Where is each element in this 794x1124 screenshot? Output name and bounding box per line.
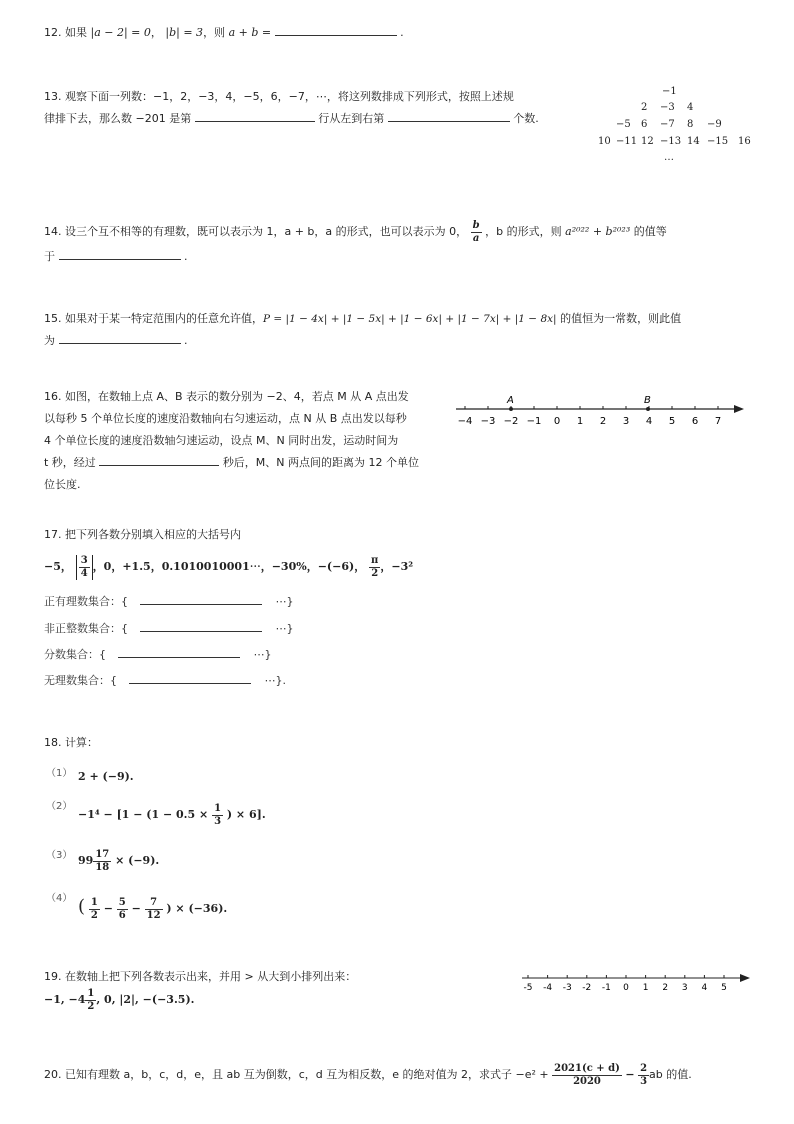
q15-line2a: 为 — [44, 334, 55, 347]
axis-tick-label: 0 — [623, 983, 629, 993]
axis-tick-label: 0 — [553, 416, 561, 427]
question-20 — [44, 1058, 692, 1092]
set-blank[interactable] — [118, 647, 240, 658]
triangle-cell: −1 — [662, 86, 677, 97]
point-b-label: B — [644, 395, 651, 406]
q14-fraction — [471, 220, 482, 245]
q16-line3: 4 个单位长度的速度沿数轴匀速运动，设点 M、N 同时出发，运动时间为 — [44, 434, 399, 447]
question-18-title: 18. 计算： — [44, 736, 98, 749]
set-blank[interactable] — [140, 621, 262, 632]
axis-tick-label: -5 — [523, 983, 533, 993]
point-a-label: A — [507, 395, 514, 406]
q14-text-c: 的值等 — [630, 225, 667, 238]
triangle-cell: −7 — [660, 119, 675, 130]
q13-line2a: 律排下去，那么数 −201 是第 — [44, 112, 192, 125]
q19-number-line — [518, 966, 758, 998]
q14-line2a: 于 — [44, 250, 55, 263]
expr-part: −1⁴ − [1 − (1 − 0.5 × — [78, 808, 209, 821]
q15-text-b: 的值恒为一常数，则此值 — [556, 312, 682, 325]
frac-den: 6 — [118, 909, 126, 921]
frac-num: 1 — [87, 987, 95, 999]
axis-tick-label: −4 — [457, 416, 473, 427]
expr-part: − — [103, 902, 113, 915]
q18-item-3-no: （3） — [46, 850, 73, 861]
expr-part: ) × (−36). — [166, 902, 228, 915]
frac-num: b — [472, 219, 480, 231]
q16-line4b: 秒后，M、N 两点间的距离为 12 个单位 — [222, 456, 420, 469]
q19-line1: 19. 在数轴上把下列各数表示出来，并用 > 从大到小排列出来： — [44, 970, 357, 983]
frac-num: 5 — [118, 896, 126, 908]
q16-line4a: t 秒，经过 — [44, 456, 96, 469]
q14-expr: a²⁰²² + b²⁰²³ — [565, 225, 631, 238]
axis-tick-label: 2 — [662, 983, 669, 993]
q12-number: 12. 如果 — [44, 26, 87, 39]
q15-text-a: 15. 如果对于某一特定范围内的任意允许值， — [44, 312, 263, 325]
q15-expr: P = |1 − 4x| + |1 − 5x| + |1 − 6x| + |1 − 7x| + |1 − 8x| — [263, 313, 557, 325]
axis-tick-label: -1 — [601, 983, 611, 993]
q16-number-line — [452, 390, 752, 432]
set-label: 分数集合：{ — [44, 648, 106, 661]
q13-position-blank[interactable] — [388, 111, 510, 122]
frac-den: a — [472, 232, 480, 244]
frac-num: 1 — [90, 896, 98, 908]
q16-line2: 以每秒 5 个单位长度的速度沿数轴向右匀速运动，点 N 从 B 点出发以每秒 — [44, 412, 407, 425]
frac-den: 18 — [95, 861, 110, 873]
triangle-cell: 2 — [641, 102, 648, 113]
frac-den: 2 — [371, 567, 379, 579]
axis-tick-label: 4 — [645, 416, 653, 427]
set-label: 无理数集合：{ — [44, 674, 117, 687]
q19-numbers — [44, 986, 194, 1014]
triangle-cell: 16 — [738, 136, 751, 147]
q16-answer-blank[interactable] — [99, 455, 219, 466]
frac-den: 12 — [146, 909, 161, 921]
set-end: ⋯} — [275, 622, 294, 635]
axis-tick-label: 1 — [642, 983, 649, 993]
frac-num: 1 — [214, 802, 222, 814]
expr-part: ( — [78, 896, 86, 917]
expr-part: −1, −4 — [44, 993, 86, 1006]
q20-text-c: ab 的值. — [649, 1068, 692, 1081]
q20-minus: − — [625, 1068, 635, 1081]
q17-nums-a: −5， — [44, 560, 72, 573]
axis-tick-label: 5 — [721, 983, 727, 993]
expr-part: , 0, |2|, −(−3.5). — [96, 993, 195, 1006]
question-14 — [44, 218, 744, 268]
set-fraction — [44, 646, 272, 662]
question-16 — [44, 386, 454, 496]
frac-num: 7 — [145, 897, 163, 910]
triangle-cell: 8 — [687, 119, 694, 130]
q13-line1: 13. 观察下面一列数：−1，2，−3，4，−5，6，−7，⋯，将这列数排成下列形式，按照上述规 — [44, 90, 514, 103]
frac-num: π — [371, 554, 379, 566]
point-b-dot — [646, 407, 650, 411]
q13-line2c: 个数. — [513, 112, 539, 125]
expr-part: ) × 6]. — [226, 808, 266, 821]
frac-den: 2 — [90, 909, 98, 921]
triangle-cell: 6 — [641, 119, 648, 130]
triangle-cell: −15 — [707, 136, 729, 147]
triangle-cell: −11 — [616, 136, 638, 147]
axis-tick-label: 5 — [668, 416, 676, 427]
q16-line5: 位长度. — [44, 478, 81, 491]
axis-tick-label: -3 — [562, 983, 572, 993]
axis-tick-label: −1 — [526, 416, 542, 427]
triangle-ellipsis: … — [664, 152, 674, 163]
set-positive-rational — [44, 593, 294, 609]
q15-answer-blank[interactable] — [59, 333, 181, 344]
set-end: ⋯}. — [264, 674, 286, 687]
set-end: ⋯} — [253, 648, 272, 661]
axis-arrow — [740, 974, 750, 982]
q12-sep: ， — [150, 26, 162, 39]
axis-tick-label: 1 — [576, 416, 584, 427]
frac-num: 3 — [80, 554, 88, 566]
q12-tail: . — [400, 26, 404, 39]
frac-num: 2 — [640, 1062, 648, 1074]
q12-mid: ，则 — [203, 26, 226, 39]
expr-part: − — [131, 902, 141, 915]
frac-den: 3 — [214, 815, 222, 827]
q16-line1: 16. 如图，在数轴上点 A、B 表示的数分别为 −2、4，若点 M 从 A 点出发 — [44, 390, 409, 403]
axis-tick-label: −3 — [480, 416, 496, 427]
triangle-cell: −3 — [660, 102, 675, 113]
axis-tick-label: 4 — [701, 983, 708, 993]
q12-answer-blank[interactable] — [275, 25, 397, 36]
axis-tick-label: 2 — [599, 416, 607, 427]
expr-part: × (−9). — [115, 854, 160, 867]
q18-item-2-no: （2） — [46, 801, 73, 812]
q17-title: 17. 把下列各数分别填入相应的大括号内 — [44, 528, 241, 541]
q18-item-1-no: （1） — [46, 768, 73, 779]
frac-den: 2020 — [573, 1075, 601, 1087]
question-19 — [44, 966, 356, 988]
frac-num: 2021(c + d) — [554, 1062, 620, 1074]
axis-tick-label: 6 — [691, 416, 699, 427]
q12-expr1: |a − 2| = 0 — [90, 26, 151, 39]
q12-expr3: a + b = — [228, 26, 272, 39]
triangle-cell: 12 — [641, 136, 654, 147]
question-15 — [44, 308, 744, 352]
q12-expr2: |b| = 3 — [165, 26, 204, 39]
triangle-cell: 14 — [687, 136, 700, 147]
set-blank[interactable] — [129, 673, 251, 684]
set-nonpositive-integer — [44, 620, 294, 636]
q17-pi-fraction — [369, 555, 380, 580]
frac-num: 17 — [95, 848, 110, 860]
set-blank[interactable] — [140, 594, 262, 605]
axis-tick-label: 3 — [622, 416, 630, 427]
triangle-cell: −9 — [707, 119, 722, 130]
axis-tick-label: 3 — [681, 983, 688, 993]
q13-row-blank[interactable] — [195, 111, 315, 122]
q17-number-list — [44, 552, 413, 582]
triangle-cell: 10 — [598, 136, 611, 147]
question-17 — [44, 524, 241, 546]
axis-tick-label: -2 — [582, 983, 592, 993]
q13-line2b: 行从左到右第 — [318, 112, 385, 125]
q18-item-3-expr — [78, 846, 159, 876]
question-13 — [44, 86, 584, 130]
expr-part: 99 — [78, 854, 94, 867]
frac-den: 3 — [640, 1075, 648, 1087]
set-irrational — [44, 672, 286, 688]
set-end: ⋯} — [275, 595, 294, 608]
q14-text-b: ，b 的形式，则 — [485, 225, 566, 238]
frac-den: 4 — [80, 567, 88, 579]
q15-line2b: . — [184, 334, 188, 347]
q14-line2b: . — [184, 250, 188, 263]
question-12 — [44, 22, 404, 44]
set-label: 正有理数集合：{ — [44, 595, 128, 608]
axis-tick-label: -4 — [543, 983, 553, 993]
axis-arrow — [734, 405, 744, 413]
axis-tick-label: −2 — [503, 416, 519, 427]
q18-item-4-expr — [78, 892, 227, 924]
set-label: 非正整数集合：{ — [44, 622, 128, 635]
q14-answer-blank[interactable] — [59, 249, 181, 260]
triangle-cell: 4 — [687, 102, 694, 113]
q17-nums-c: ，−3² — [380, 560, 414, 573]
triangle-cell: −13 — [660, 136, 682, 147]
q17-nums-b: ，0，+1.5，0.1010010001⋯，−30%，−(−6)， — [92, 560, 366, 573]
q18-item-1-expr: 2 + (−9). — [78, 770, 134, 783]
q14-text-a: 14. 设三个互不相等的有理数，既可以表示为 1，a + b，a 的形式，也可以表示为 0， — [44, 225, 468, 238]
q18-item-2-expr — [78, 800, 266, 830]
q18-item-4-no: （4） — [46, 893, 73, 904]
q20-text-a: 20. 已知有理数 a，b，c，d，e，且 ab 互为倒数，c，d 互为相反数，e 的绝对值为 2，求式子 −e² + — [44, 1068, 549, 1081]
axis-tick-label: 7 — [714, 416, 722, 427]
triangle-cell: −5 — [616, 119, 631, 130]
point-a-dot — [509, 407, 513, 411]
q17-abs-fraction — [76, 555, 93, 580]
frac-den: 2 — [87, 1000, 95, 1012]
